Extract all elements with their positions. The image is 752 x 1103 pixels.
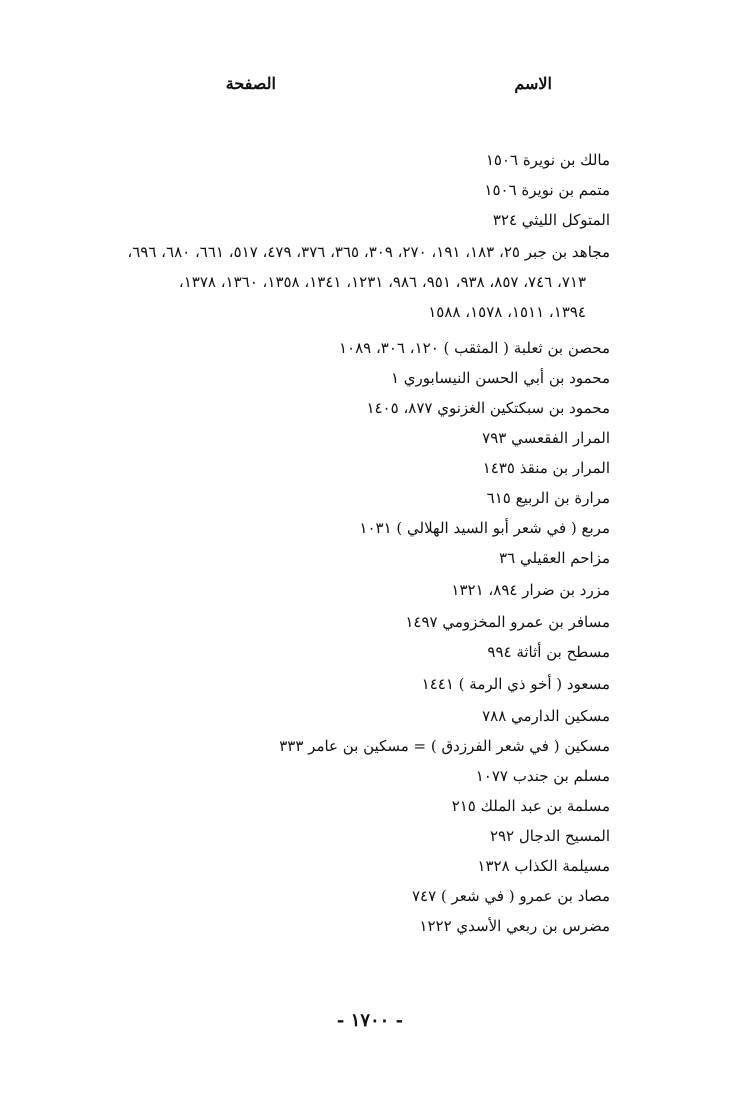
index-entry: مزرد بن ضرار ٨٩٤، ١٣٢١ (451, 581, 610, 599)
index-entry: مسطح بن أثاثة ٩٩٤ (487, 643, 610, 661)
index-entry: محمود بن أبي الحسن النيسابوري ١ (390, 369, 610, 387)
index-entry: مضرس بن ربعي الأسدي ١٢٢٢ (419, 917, 610, 935)
index-entry: متمم بن نويرة ١٥٠٦ (484, 181, 610, 199)
index-entry-continuation: ٧١٣، ٧٤٦، ٨٥٧، ٩٣٨، ٩٥١، ٩٨٦، ١٢٣١، ١٣٤١، ١٣٥٨، ١٣٦٠، ١٣٧٨، (178, 273, 586, 291)
index-entry: مسافر بن عمرو المخزومي ١٤٩٧ (405, 613, 610, 631)
index-entry: مسكين الدارمي ٧٨٨ (482, 707, 610, 725)
index-entry: مرارة بن الربيع ٦١٥ (486, 489, 610, 507)
page-number: - ١٧٠٠ - (336, 1010, 404, 1031)
index-entry: المتوكل الليثي ٣٢٤ (492, 211, 610, 229)
index-entry: مسلم بن جندب ١٠٧٧ (475, 767, 610, 785)
index-entry: مسلمة بن عبد الملك ٢١٥ (451, 797, 610, 815)
index-entry: مربع ( في شعر أبو السيد الهلالي ) ١٠٣١ (359, 519, 610, 537)
index-entry: المسيح الدجال ٢٩٢ (489, 827, 610, 845)
index-entry: المرار الفقعسي ٧٩٣ (482, 429, 610, 447)
index-entries (20, 0, 610, 1000)
index-entry: مصاد بن عمرو ( في شعر ) ٧٤٧ (411, 887, 610, 905)
index-entry: مسعود ( أخو ذي الرمة ) ١٤٤١ (421, 675, 610, 693)
index-entry: مالك بن نويرة ١٥٠٦ (485, 151, 610, 169)
index-entry: مزاحم العقيلي ٣٦ (499, 549, 610, 567)
index-entry: محصن بن ثعلبة ( المثقب ) ١٢٠، ٣٠٦، ١٠٨٩ (338, 339, 610, 357)
index-entry-continuation: ١٣٩٤، ١٥١١، ١٥٧٨، ١٥٨٨ (428, 303, 586, 321)
index-entry: محمود بن سبكتكين الغزنوي ٨٧٧، ١٤٠٥ (366, 399, 610, 417)
index-entry: مسكين ( في شعر الفرزدق ) = مسكين بن عامر ٣٣٣ (279, 737, 610, 755)
index-entry: مجاهد بن جبر ٢٥، ١٨٣، ١٩١، ٢٧٠، ٣٠٩، ٣٦٥، ٣٧٦، ٤٧٩، ٥١٧، ٦٦١، ٦٨٠، ٦٩٦، (127, 243, 610, 261)
column-header-name: الاسم (514, 74, 552, 93)
index-entry: المرار بن منقذ ١٤٣٥ (482, 459, 610, 477)
column-header-page: الصفحة (225, 74, 276, 93)
index-entry: مسيلمة الكذاب ١٣٢٨ (477, 857, 610, 875)
